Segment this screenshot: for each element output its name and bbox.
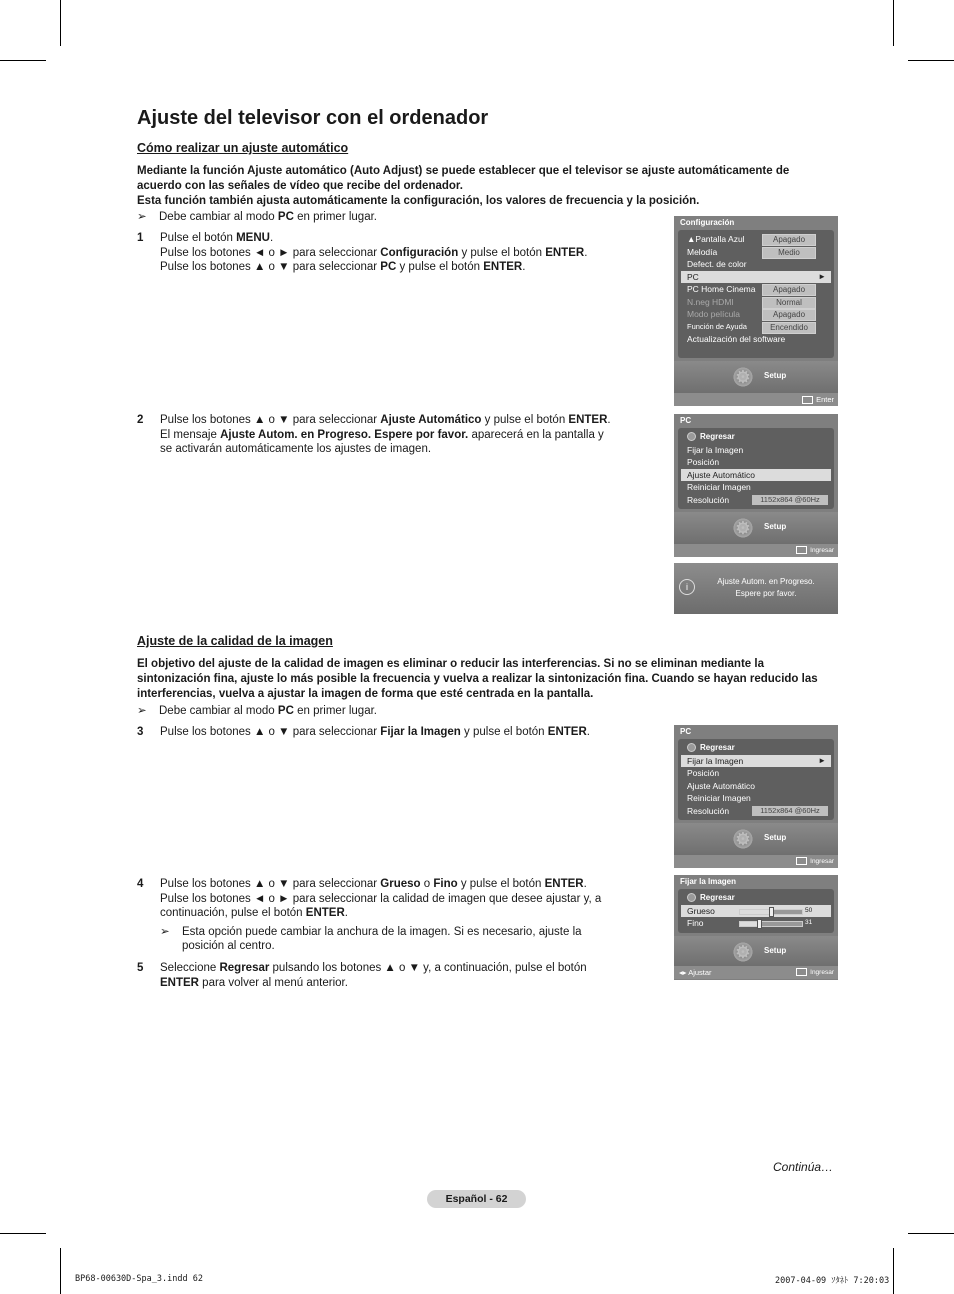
crop-mark [60,1248,61,1294]
menu-item: Resolución 1152x864 @60Hz [678,805,834,818]
step-number: 4 [137,878,144,890]
crop-mark [0,1233,46,1234]
fino-value: 31 [805,919,813,926]
menu-item[interactable]: Melodía Medio [678,246,834,259]
menu-item[interactable]: Función de Ayuda Encendido [678,321,834,334]
config-menu-screen [674,216,838,406]
resolution-value: 1152x864 @60Hz [752,806,828,816]
section-heading: Cómo realizar un ajuste automático [137,141,349,155]
menu-header: Fijar la Imagen [680,877,737,886]
menu-list [678,739,834,820]
slug-date: 2007-04-09 ｿﾀﾈﾄ 7:20:03 [775,1276,890,1286]
subnote: ➢ Esta opción puede cambiar la anchura de la imagen. Si es necesario, ajuste la posición al centro. [160,925,582,952]
section-heading: Ajuste de la calidad de la imagen [137,634,333,648]
note: ➢ Debe cambiar al modo PC en primer lugar. [137,705,377,717]
enter-icon [802,396,813,404]
crop-mark [893,1248,894,1294]
enter-icon [796,968,807,976]
back-item[interactable]: Regresar [678,892,834,905]
crop-mark [60,0,61,46]
step-number: 5 [137,962,144,974]
step-number: 3 [137,726,144,738]
back-item[interactable]: Regresar [678,431,834,444]
menu-footer [674,966,838,979]
setup-label: Setup [764,945,787,955]
grueso-slider[interactable] [739,909,803,915]
intro-line: Mediante la función Ajuste automático (Auto Adjust) se puede establecer que el televisor se ajuste automáticamente de acuerdo con las señales de vídeo que recibe del ordenador. [137,165,790,192]
footer-enter-label: Ingresar [810,547,834,554]
crop-mark [893,0,894,46]
footer-enter-label: Ingresar [810,968,834,976]
back-icon [687,893,696,902]
step-number: 1 [137,232,144,244]
menu-list [678,889,834,933]
footer-ajustar-label: Ajustar [688,967,712,977]
setup-bar [674,361,838,393]
menu-item[interactable]: Actualización del software [687,334,786,344]
note-text: en primer lugar. [293,211,377,223]
menu-item[interactable]: PC Home Cinema Apagado [678,283,834,296]
menu-header: Configuración [680,218,735,227]
step-1: 1 Pulse el botón MENU. Pulse los botones ◄ o ► para seleccionar Configuración y pulse el botón ENTER. Pulse los botones ▲ o ▼ para seleccionar PC y pulse el botón ENTER. [137,232,588,273]
menu-footer [674,393,838,406]
message-line: Espere por favor. [735,589,797,598]
crop-mark [908,1233,954,1234]
slider-knob[interactable] [769,907,774,917]
intro-paragraph [137,164,837,209]
arrow-icon: ➢ [160,925,170,938]
page-number: Español - 62 [427,1190,526,1208]
menu-item[interactable]: ▲Pantalla Azul Apagado [678,233,834,246]
step-3: 3 Pulse los botones ▲ o ▼ para seleccionar Fijar la Imagen y pulse el botón ENTER. [137,726,590,738]
menu-item-disabled: N.neg HDMI Normal [678,296,834,309]
step-4: 4 Pulse los botones ▲ o ▼ para seleccionar Grueso o Fino y pulse el botón ENTER. Pulse los botones ◄ o ► para seleccionar la calidad de imagen que desee ajustar y, a continuación, pulse el botón ENTER. ➢ Esta opción puede cambiar la anchura de la imagen. Si es necesario, ajuste la posición al centro. [137,877,617,954]
pc-menu-screen [674,725,838,866]
fijar-imagen-menu-screen [674,875,838,980]
setup-bar [674,512,838,544]
enter-icon [796,857,807,865]
menu-item-selected[interactable]: Fijar la Imagen ► [681,755,831,768]
menu-item-selected[interactable]: PC ► [681,271,831,284]
grueso-slider-row[interactable]: Grueso 50 [681,905,831,918]
note-bold: PC [277,211,294,223]
pc-menu-screen [674,414,838,555]
menu-item[interactable]: Defect. de color [687,259,747,269]
setup-bar [674,936,838,966]
menu-item[interactable]: Reiniciar Imagen [687,793,751,803]
menu-header: PC [680,727,692,736]
crop-mark [908,60,954,61]
fino-slider-row[interactable]: Fino 31 [687,918,813,928]
back-icon [687,432,696,441]
step-5: 5 Seleccione Regresar pulsando los botones ▲ o ▼ y, a continuación, pulse el botón ENTER para volver al menú anterior. [137,962,587,989]
menu-item[interactable]: Ajuste Automático [687,780,756,791]
menu-footer [674,544,838,557]
back-icon [687,743,696,752]
page-title: Ajuste del televisor con el ordenador [137,107,489,129]
arrow-icon: ➢ [137,211,147,223]
note-text: Debe cambiar al modo [159,211,278,223]
menu-item[interactable]: Posición [687,457,720,467]
menu-header: PC [680,416,692,425]
menu-item[interactable]: Reiniciar Imagen [687,482,751,492]
setup-label: Setup [764,833,787,842]
step-number: 2 [137,414,144,426]
menu-list [678,428,834,509]
left-right-arrows-icon: ◂▸ [679,967,687,977]
setup-bar [674,823,838,855]
menu-list [678,230,834,358]
setup-label: Setup [764,522,787,531]
back-item[interactable]: Regresar [678,742,834,755]
gear-icon: ⚙ [732,517,754,539]
continued-label: Continúa… [773,1160,834,1174]
resolution-value: 1152x864 @60Hz [752,495,828,505]
message-line: Ajuste Autom. en Progreso. [717,577,815,586]
fino-slider[interactable] [739,921,803,927]
gear-icon: ⚙ [732,366,754,388]
note [137,210,377,225]
info-icon: i [679,579,695,595]
menu-item: Resolución 1152x864 @60Hz [678,494,834,507]
slug-file: BP68-00630D-Spa_3.indd 62 [75,1274,203,1284]
gear-icon: ⚙ [732,828,754,850]
menu-item[interactable]: Posición [687,768,720,778]
menu-footer [674,855,838,868]
arrow-icon: ➢ [137,705,147,717]
menu-item[interactable]: Fijar la Imagen [687,444,744,455]
enter-icon [796,546,807,554]
intro-line: Esta función también ajusta automáticamente la configuración, los valores de frecuencia y la posición. [137,195,700,207]
arrow-right-icon: ► [818,271,826,281]
crop-mark [0,60,46,61]
menu-item-selected[interactable]: Ajuste Automático [681,469,831,482]
menu-item-disabled: Modo película Apagado [678,308,834,321]
slider-knob[interactable] [757,919,762,929]
setup-label: Setup [764,371,787,380]
footer-enter-label: Enter [816,395,834,404]
arrow-right-icon: ► [818,755,826,765]
footer-enter-label: Ingresar [810,858,834,865]
gear-icon: ⚙ [732,941,754,963]
grueso-value: 50 [805,906,813,914]
progress-message-box [674,563,838,614]
intro-paragraph: El objetivo del ajuste de la calidad de imagen es eliminar o reducir las interferencias. Si no se eliminan mediante la sintonización fina, ajuste lo más posible la frecuencia y vuelva a realizar la sintonización fina. Cuando se hayan reducido las interferencias, vuelva a ajustar la imagen de forma que esté centrada en la pantalla. [137,658,818,700]
step-2: 2 Pulse los botones ▲ o ▼ para seleccionar Ajuste Automático y pulse el botón ENTER. El mensaje Ajuste Autom. en Progreso. Espere por favor. aparecerá en la pantalla y se activarán automáticamente los ajustes de imagen. [137,414,611,455]
